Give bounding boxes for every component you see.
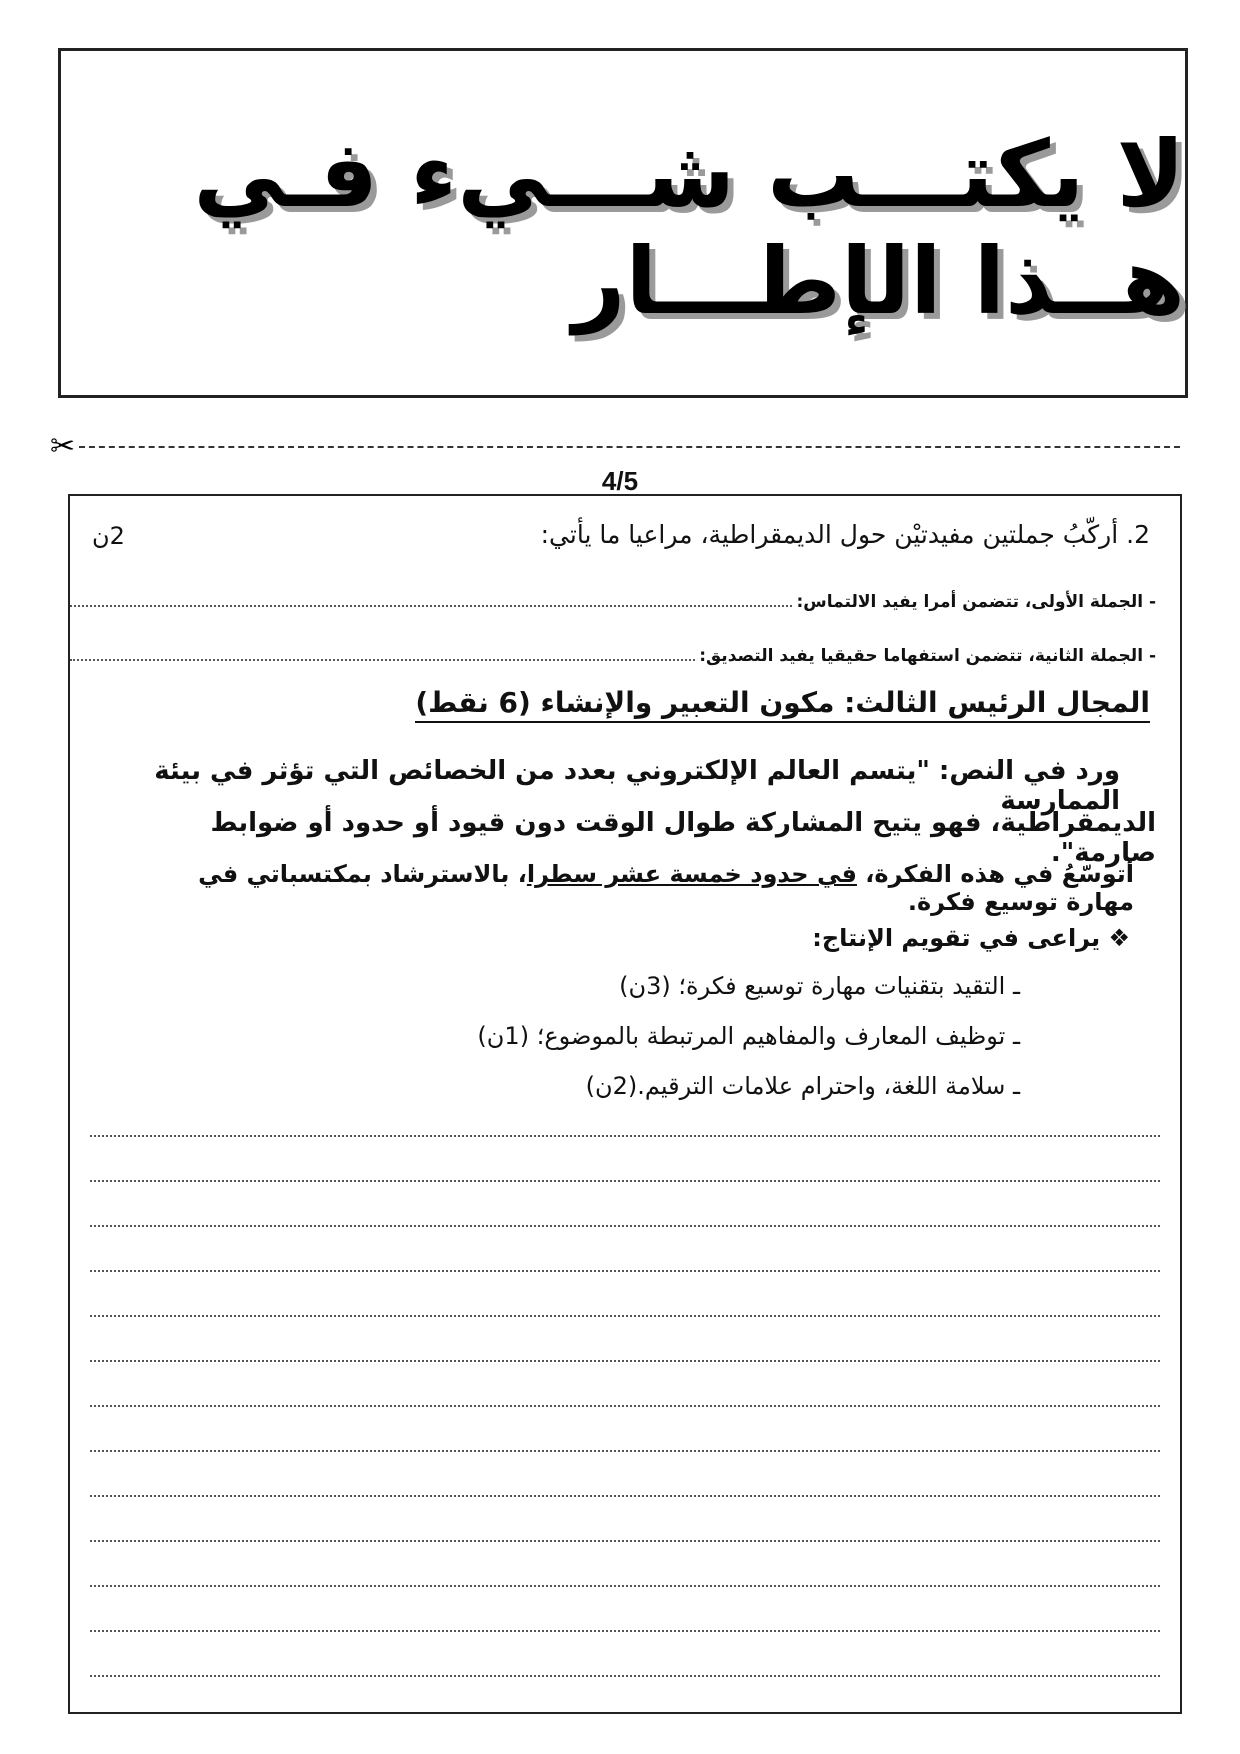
section-title: المجال الرئيس الثالث: مكون التعبير والإنشاء (6 نقط): [415, 686, 1150, 723]
answer-line[interactable]: [90, 1182, 1160, 1227]
sentence-1-line[interactable]: [70, 592, 1156, 612]
sentence-2-label: - الجملة الثانية، تتضمن استفهاما حقيقيا يفيد التصديق:: [699, 646, 1156, 666]
essay-answer-area[interactable]: [90, 1092, 1160, 1677]
answer-line[interactable]: [90, 1362, 1160, 1407]
sentence-2-line[interactable]: [70, 646, 1156, 666]
dashed-separator: [79, 446, 1180, 448]
answer-line[interactable]: [90, 1227, 1160, 1272]
instruction-underlined: في حدود خمسة عشر سطرا: [526, 860, 857, 888]
criteria-item: ـ توظيف المعارف والمفاهيم المرتبطة بالموضوع؛ (1ن): [477, 1022, 1020, 1050]
answer-line[interactable]: [90, 1092, 1160, 1137]
answer-line[interactable]: [90, 1317, 1160, 1362]
scissors-icon: ✂: [50, 429, 76, 464]
answer-line[interactable]: [90, 1272, 1160, 1317]
sentence-2-answer-space[interactable]: [70, 659, 695, 661]
answer-line[interactable]: [90, 1632, 1160, 1677]
answer-line[interactable]: [90, 1542, 1160, 1587]
sentence-1-label: - الجملة الأولى، تتضمن أمرا يفيد الالتماس:: [796, 592, 1156, 612]
answer-line[interactable]: [90, 1137, 1160, 1182]
banner-text: لا يكتـــب شـــيء فـي هــذا الإطـــار: [193, 121, 1185, 335]
answer-frame: [68, 494, 1182, 1714]
instruction-start: أتوسّعُ في هذه الفكرة،: [856, 860, 1134, 888]
sentence-1-answer-space[interactable]: [70, 605, 792, 607]
criteria-heading: ❖ يراعى في تقويم الإنتاج:: [812, 924, 1130, 952]
page-number: 4/5: [601, 466, 639, 496]
criteria-item: ـ التقيد بتقنيات مهارة توسيع فكرة؛ (3ن): [619, 972, 1020, 1000]
question-2-prompt: 2. أركّبُ جملتين مفيدتيْن حول الديمقراطية، مراعيا ما يأتي:: [540, 520, 1150, 549]
cut-line: [50, 429, 1180, 464]
criteria-item: ـ سلامة اللغة، واحترام علامات الترقيم.(2ن): [585, 1072, 1020, 1100]
quote-line-2: الديمقراطية، فهو يتيح المشاركة طوال الوقت دون قيود أو حدود أو ضوابط صارمة".: [210, 808, 1156, 868]
instruction: [134, 860, 1134, 916]
question-2-score: 2ن: [92, 522, 125, 550]
answer-line[interactable]: [90, 1497, 1160, 1542]
do-not-write-frame: [58, 48, 1188, 398]
answer-line[interactable]: [90, 1587, 1160, 1632]
answer-line[interactable]: [90, 1407, 1160, 1452]
instruction-end: ، بالاسترشاد بمكتسباتي في مهارة توسيع فكرة.: [198, 860, 1134, 916]
quote-line-1: ورد في النص: "يتسم العالم الإلكتروني بعدد من الخصائص التي تؤثر في بيئة الممارسة: [154, 756, 1120, 816]
answer-line[interactable]: [90, 1452, 1160, 1497]
